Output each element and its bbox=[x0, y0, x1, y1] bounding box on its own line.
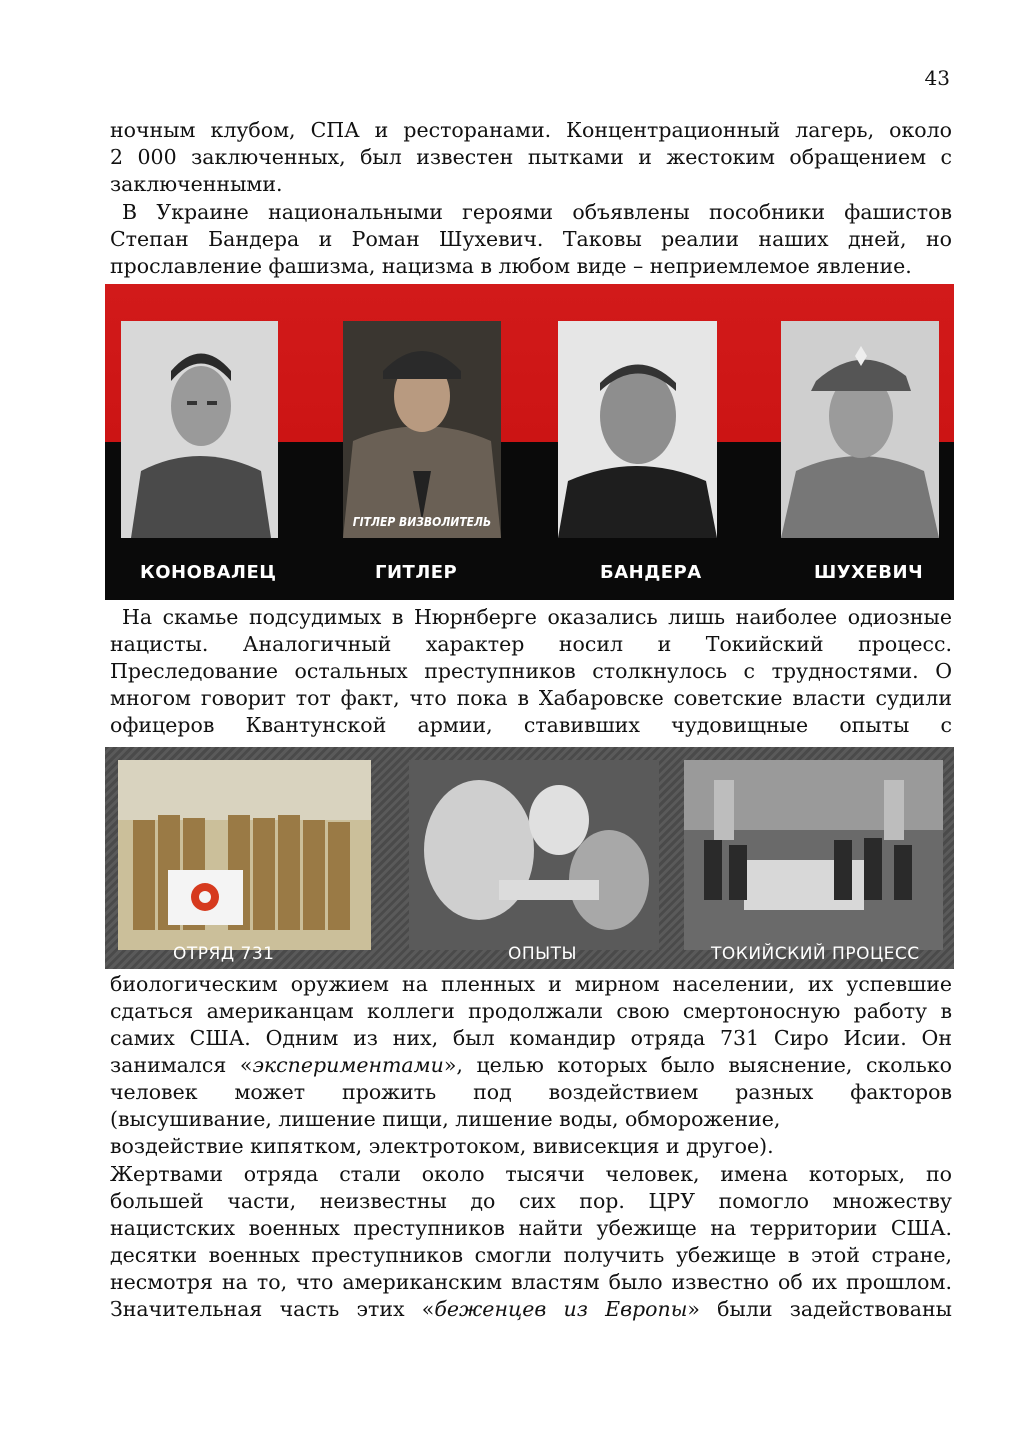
caption-bandera: БАНДЕРА bbox=[600, 562, 702, 583]
text-line: нацистских военных преступников найти убежище на территории США. bbox=[110, 1216, 952, 1240]
paragraph-4 bbox=[110, 971, 952, 1160]
caption-konovalets: КОНОВАЛЕЦ bbox=[140, 562, 277, 583]
text-line: заключенными. bbox=[110, 172, 283, 196]
text-line: нацисты. Аналогичный характер носил и Токийский процесс. bbox=[110, 632, 952, 656]
text-line: На скамье подсудимых в Нюрнберге оказались лишь наиболее одиозные bbox=[122, 605, 952, 629]
text-line: воздействие кипятком, электротоком, вивисекция и другое). bbox=[110, 1134, 774, 1158]
text-line: десятки военных преступников смогли получить убежище в этой стране, bbox=[110, 1243, 952, 1267]
text-line: Значительная часть этих «беженцев из Европы» были задействованы bbox=[110, 1297, 952, 1321]
photo-unit-731 bbox=[118, 760, 371, 950]
photo-tokyo-trial bbox=[684, 760, 943, 950]
paragraph-2 bbox=[110, 199, 952, 280]
paragraph-3 bbox=[110, 604, 952, 739]
text-line: человек может прожить под воздействием разных факторов bbox=[110, 1080, 952, 1104]
text-line: большей части, неизвестны до сих пор. ЦРУ помогло множеству bbox=[110, 1189, 952, 1213]
unit731-banner bbox=[105, 747, 954, 969]
text-line: (высушивание, лишение пищи, лишение воды, обморожение, bbox=[110, 1107, 781, 1131]
caption-experiments: ОПЫТЫ bbox=[508, 944, 578, 964]
portrait-hitler-poster bbox=[343, 321, 501, 538]
text-line: самих США. Одним из них, был командир отряда 731 Сиро Исии. Он bbox=[110, 1026, 952, 1050]
portrait-bandera bbox=[558, 321, 717, 538]
portrait-shukhevych bbox=[781, 321, 939, 538]
portraits-banner bbox=[105, 284, 954, 600]
text-line: сдаться американцам коллеги продолжали свою смертоносную работу в bbox=[110, 999, 952, 1023]
caption-unit-731: ОТРЯД 731 bbox=[173, 944, 275, 964]
caption-hitler: ГИТЛЕР bbox=[375, 562, 458, 583]
page-number: 43 bbox=[924, 66, 950, 90]
text-line: биологическим оружием на пленных и мирном населении, их успевшие bbox=[110, 972, 952, 996]
text-line: прославление фашизма, нацизма в любом виде – неприемлемое явление. bbox=[110, 254, 912, 278]
paragraph-1 bbox=[110, 117, 952, 198]
text-line: занимался «экспериментами», целью которых было выяснение, сколько bbox=[110, 1053, 952, 1077]
caption-tokyo-trial: ТОКИЙСКИЙ ПРОЦЕСС bbox=[711, 944, 920, 964]
portrait-konovalets bbox=[121, 321, 278, 538]
text-line: многом говорит тот факт, что пока в Хабаровске советские власти судили bbox=[110, 686, 952, 710]
photo-experiments bbox=[409, 760, 659, 950]
text-line: Степан Бандера и Роман Шухевич. Таковы реалии наших дней, но bbox=[110, 227, 952, 251]
poster-caption: ГІТЛЕР ВИЗВОЛИТЕЛЬ bbox=[352, 515, 492, 529]
text-line: офицеров Квантунской армии, ставивших чудовищные опыты с bbox=[110, 713, 952, 737]
text-line: 2 000 заключенных, был известен пытками и жестоким обращением с bbox=[110, 145, 952, 169]
text-line: В Украине национальными героями объявлены пособники фашистов bbox=[122, 200, 952, 224]
text-line: Преследование остальных преступников столкнулось с трудностями. О bbox=[110, 659, 952, 683]
caption-shukhevych: ШУХЕВИЧ bbox=[814, 562, 924, 583]
paragraph-5 bbox=[110, 1161, 952, 1323]
text-line: Жертвами отряда стали около тысячи человек, имена которых, по bbox=[110, 1162, 952, 1186]
text-line: ночным клубом, СПА и ресторанами. Концентрационный лагерь, около bbox=[110, 118, 952, 142]
text-line: несмотря на то, что американским властям было известно об их прошлом. bbox=[110, 1270, 952, 1294]
